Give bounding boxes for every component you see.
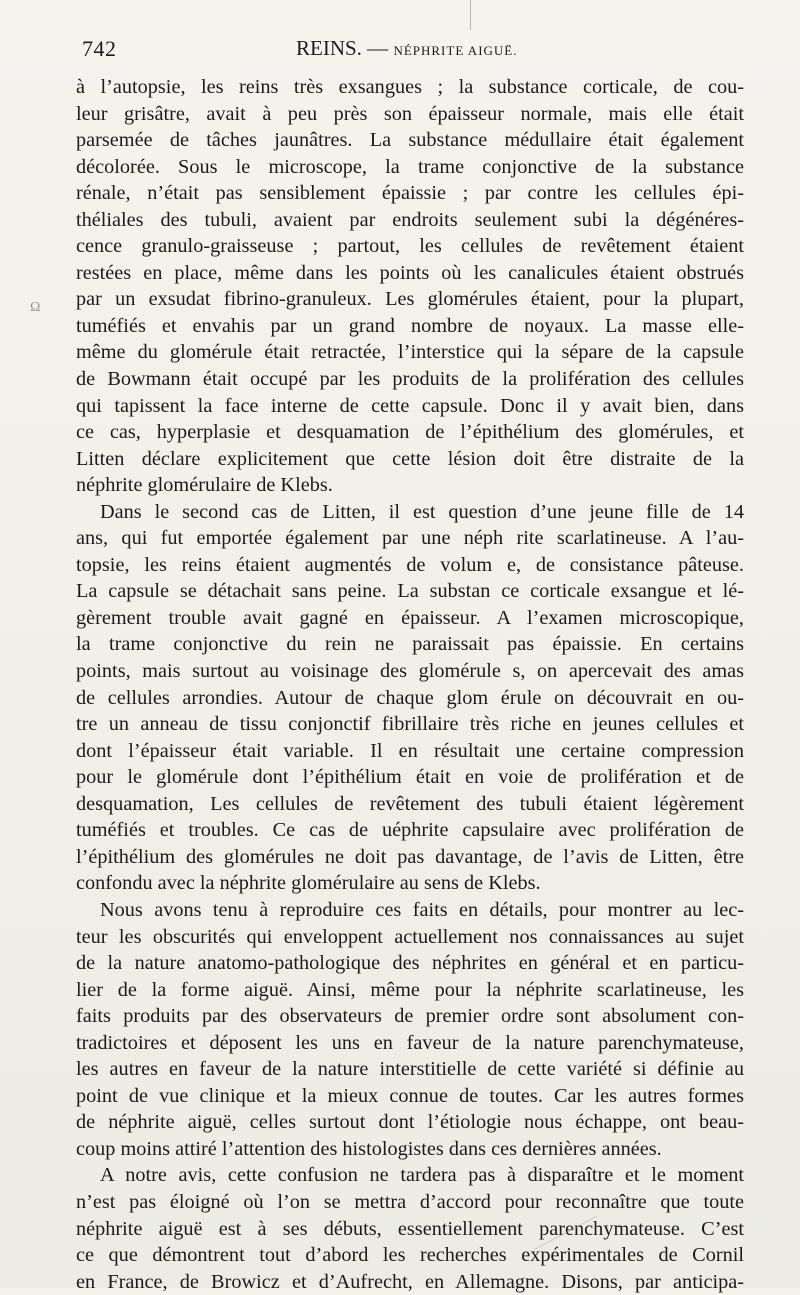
text-line: n’est pas éloigné où l’on se mettra d’accord pour reconnaître que toute [76, 1190, 744, 1213]
text-line: parsemée de tâches jaunâtres. La substance médullaire était également [76, 129, 744, 152]
text-line: faits produits par des observateurs de premier ordre sont absolument con- [76, 1005, 744, 1028]
text-line: desquamation, Les cellules de revêtement des tubuli étaient légèrement [76, 792, 744, 815]
text-line: néphrite glomérulaire de Klebs. [76, 474, 333, 497]
text-line: même du glomérule était retractée, l’interstice qui la sépare de la capsule [76, 341, 744, 364]
text-line: néphrite aiguë est à ses débuts, essentiellement parenchymateuse. C’est [76, 1217, 744, 1240]
text-line: coup moins attiré l’attention des histologistes dans ces dernières années. [76, 1137, 662, 1160]
text-line: par un exsudat fibrino-granuleux. Les glomérules étaient, pour la plupart, [76, 288, 744, 311]
margin-annotation: Ω [30, 300, 41, 315]
body-text [76, 74, 744, 1295]
running-title: REINS. — [296, 36, 394, 60]
text-line: A notre avis, cette confusion ne tardera pas à disparaître et le moment [100, 1164, 744, 1187]
text-line: théliales des tubuli, avaient par endroits seulement subi la dégénéres- [76, 208, 744, 231]
text-line: Dans le second cas de Litten, il est question d’une jeune fille de 14 [100, 500, 744, 523]
text-line: la trame conjonctive du rein ne paraissait pas épaissie. En certains [76, 633, 744, 656]
page-crease-mark [470, 0, 471, 30]
page-header [82, 36, 744, 66]
text-line: les autres en faveur de la nature interstitielle de cette variété si définie au [76, 1058, 744, 1081]
text-line: ce cas, hyperplasie et desquamation de l’épithélium des glomérules, et [76, 421, 744, 444]
text-line: ce que démontrent tout d’abord les recherches expérimentales de Cornil [76, 1244, 744, 1267]
text-line: Litten déclare explicitement que cette lésion doit être distraite de la [76, 447, 744, 470]
text-line: ans, qui fut emportée également par une néph rite scarlatineuse. A l’au- [76, 527, 744, 550]
text-line: restées en place, même dans les points où les canalicules étaient obstrués [76, 261, 744, 284]
text-line: rénale, n’était pas sensiblement épaissie ; par contre les cellules épi- [76, 182, 744, 205]
text-line: tuméfiés et troubles. Ce cas de uéphrite capsulaire avec prolifération de [76, 819, 744, 842]
text-line: à l’autopsie, les reins très exsangues ; la substance corticale, de cou- [76, 76, 744, 98]
text-line: dont l’épaisseur était variable. Il en résultait une certaine compression [76, 739, 744, 762]
text-line: leur grisâtre, avait à peu près son épaisseur normale, mais elle était [76, 102, 744, 125]
text-line: topsie, les reins étaient augmentés de volum e, de consistance pâteuse. [76, 553, 744, 576]
running-head [296, 36, 517, 61]
text-line: teur les obscurités qui enveloppent actuellement nos connaissances au sujet [76, 925, 744, 948]
text-line: qui tapissent la face interne de cette capsule. Donc il y avait bien, dans [76, 394, 744, 417]
text-line: de cellules arrondies. Autour de chaque glom érule on découvrait en ou- [76, 686, 744, 709]
text-line: points, mais surtout au voisinage des glomérule s, on apercevait des amas [76, 660, 744, 683]
text-line: en France, de Browicz et d’Aufrecht, en Allemagne. Disons, par anticipa- [76, 1270, 744, 1293]
text-line: pour le glomérule dont l’épithélium était en voie de prolifération et de [76, 766, 744, 789]
text-line: La capsule se détachait sans peine. La substan ce corticale exsangue et lé- [76, 580, 744, 603]
text-line: de la nature anatomo-pathologique des néphrites en général et en particu- [76, 952, 744, 975]
text-line: l’épithélium des glomérules ne doit pas davantage, de l’avis de Litten, être [76, 845, 744, 868]
text-line: Nous avons tenu à reproduire ces faits en détails, pour montrer au lec- [100, 898, 744, 921]
text-line: de néphrite aiguë, celles surtout dont l’étiologie nous échappe, ont beau- [76, 1111, 744, 1134]
page-number: 742 [82, 36, 117, 61]
text-line: décolorée. Sous le microscope, la trame conjonctive de la substance [76, 155, 744, 178]
running-subtitle: NÉPHRITE AIGUË. [393, 43, 518, 58]
text-line: point de vue clinique et la mieux connue de toutes. Car les autres formes [76, 1084, 744, 1107]
text-line: tradictoires et déposent les uns en faveur de la nature parenchymateuse, [76, 1031, 744, 1054]
text-line: de Bowmann était occupé par les produits de la prolifération des cellules [76, 368, 744, 391]
text-line: lier de la forme aiguë. Ainsi, même pour la néphrite scarlatineuse, les [76, 978, 744, 1001]
text-line: tuméfiés et envahis par un grand nombre de noyaux. La masse elle- [76, 314, 744, 337]
text-line: gèrement trouble avait gagné en épaisseur. A l’examen microscopique, [76, 606, 744, 629]
text-line: cence granulo-graisseuse ; partout, les cellules de revêtement étaient [76, 235, 744, 258]
text-line: tre un anneau de tissu conjonctif fibrillaire très riche en jeunes cellules et [76, 713, 744, 736]
text-line: confondu avec la néphrite glomérulaire au sens de Klebs. [76, 872, 541, 895]
